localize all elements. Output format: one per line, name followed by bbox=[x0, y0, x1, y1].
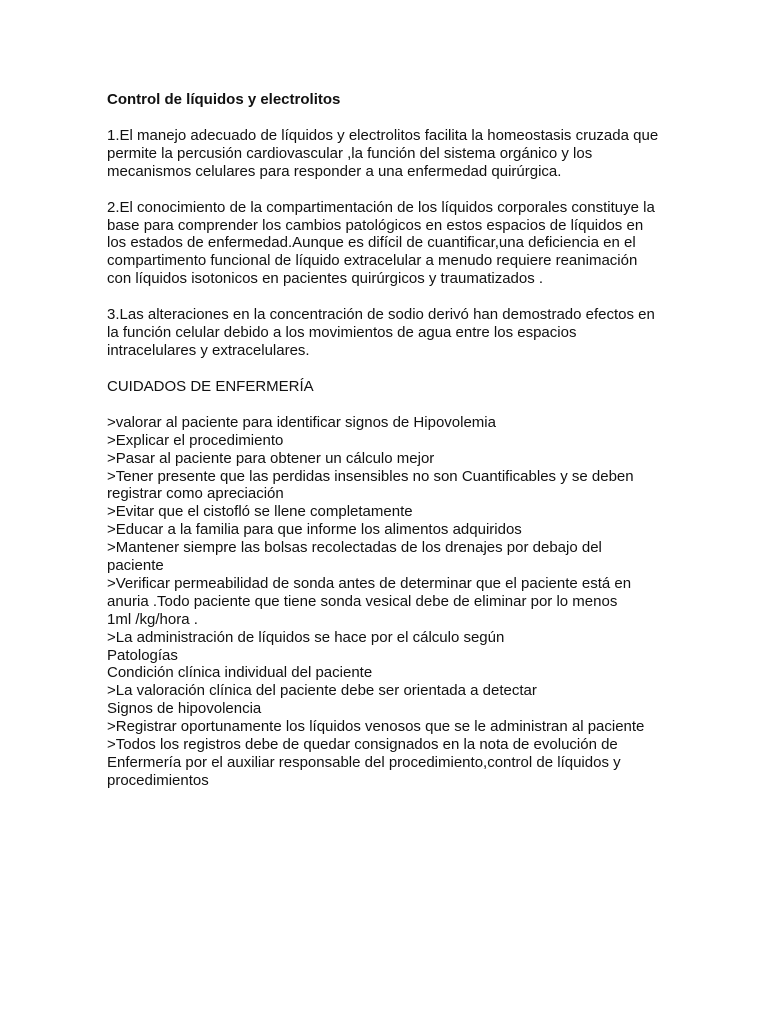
care-line: registrar como apreciación bbox=[107, 485, 284, 503]
spacer bbox=[107, 396, 667, 414]
spacer bbox=[107, 181, 667, 199]
care-line: >Registrar oportunamente los líquidos venosos que se le administran al paciente bbox=[107, 718, 645, 736]
spacer bbox=[107, 109, 667, 127]
care-line: Enfermería por el auxiliar responsable del procedimiento,control de líquidos y bbox=[107, 754, 621, 771]
care-line: >Evitar que el cistofló se llene completamente bbox=[107, 503, 413, 521]
paragraph-line: mecanismos celulares para responder a una enfermedad quirúrgica. bbox=[107, 162, 562, 180]
care-line: >Educar a la familia para que informe los alimentos adquiridos bbox=[107, 521, 522, 539]
care-line: Signos de hipovolencia bbox=[107, 700, 262, 718]
care-line: >Pasar al paciente para obtener un cálculo mejor bbox=[107, 449, 435, 467]
paragraph-1 bbox=[107, 127, 667, 181]
document-page bbox=[107, 91, 667, 790]
care-line: 1ml /kg/hora . bbox=[107, 610, 198, 628]
care-line: >Mantener siempre las bolsas recolectadas de los drenajes por debajo del bbox=[107, 539, 602, 557]
paragraph-line: los estados de enfermedad.Aunque es difícil de cuantificar,una deficiencia en el bbox=[107, 234, 636, 252]
paragraph-2 bbox=[107, 199, 667, 289]
care-line: >Verificar permeabilidad de sonda antes de determinar que el paciente está en bbox=[107, 574, 632, 592]
care-line: anuria .Todo paciente que tiene sonda vesical debe de eliminar por lo menos bbox=[107, 592, 618, 610]
spacer bbox=[107, 288, 667, 306]
paragraph-3 bbox=[107, 306, 667, 360]
care-line: Patologías bbox=[107, 646, 178, 664]
paragraph-line: permite la percusión cardiovascular ,la función del sistema orgánico y los bbox=[107, 144, 593, 162]
paragraph-line: 1.El manejo adecuado de líquidos y electrolitos facilita la homeostasis cruzada que bbox=[107, 126, 659, 144]
care-line: >La administración de líquidos se hace por el cálculo según bbox=[107, 628, 505, 646]
paragraph-line: compartimento funcional de líquido extracelular a menudo requiere reanimación bbox=[107, 252, 638, 270]
paragraph-line: 2.El conocimiento de la compartimentación de los líquidos corporales constituye la bbox=[107, 198, 655, 216]
care-line: procedimientos bbox=[107, 771, 209, 789]
section-heading: CUIDADOS DE ENFERMERÍA bbox=[107, 377, 314, 395]
paragraph-line: base para comprender los cambios patológicos en estos espacios de líquidos en bbox=[107, 216, 644, 234]
care-line: >Tener presente que las perdidas insensibles no son Cuantificables y se deben bbox=[107, 467, 634, 485]
paragraph-line: intracelulares y extracelulares. bbox=[107, 341, 310, 359]
spacer bbox=[107, 360, 667, 378]
paragraph-line: con líquidos isotonicos en pacientes quirúrgicos y traumatizados . bbox=[107, 270, 544, 288]
document-title: Control de líquidos y electrolitos bbox=[107, 91, 341, 108]
care-line: paciente bbox=[107, 557, 164, 575]
care-list bbox=[107, 414, 667, 790]
care-line: >Todos los registros debe de quedar consignados en la nota de evolución de bbox=[107, 736, 618, 754]
care-line: >valorar al paciente para identificar signos de Hipovolemia bbox=[107, 413, 496, 431]
paragraph-line: 3.Las alteraciones en la concentración de sodio derivó han demostrado efectos en bbox=[107, 306, 655, 324]
care-line: >La valoración clínica del paciente debe ser orientada a detectar bbox=[107, 682, 537, 700]
care-line: >Explicar el procedimiento bbox=[107, 431, 284, 449]
care-line: Condición clínica individual del paciente bbox=[107, 664, 373, 682]
paragraph-line: la función celular debido a los movimientos de agua entre los espacios bbox=[107, 324, 577, 342]
